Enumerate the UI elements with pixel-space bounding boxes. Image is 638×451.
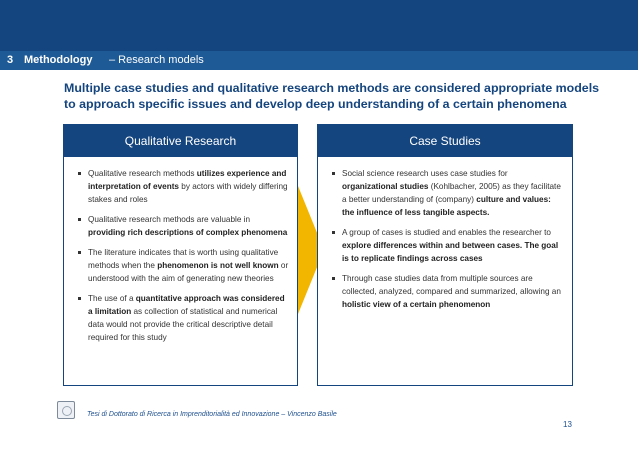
bullet-item bbox=[78, 246, 289, 285]
section-name: Methodology bbox=[24, 54, 93, 66]
bullet-bold-text: organizational studies bbox=[342, 182, 429, 191]
bullet-bold-text: explore differences within and between cases. The goal is to replicate findings across cases bbox=[342, 241, 559, 263]
university-seal-icon bbox=[57, 401, 75, 419]
bullet-text: as collection of statistical and numerical data would not provide the critical descriptive detail required for this study bbox=[88, 307, 278, 342]
bullet-text: by actors with widely differing stakes and roles bbox=[88, 182, 288, 204]
bullet-bold-text: providing rich descriptions of complex phenomena bbox=[88, 228, 288, 237]
header-band bbox=[0, 0, 638, 51]
bullet-bold-text: holistic view of a certain phenomenon bbox=[342, 300, 491, 309]
footer-text: Tesi di Dottorato di Ricerca in Imprenditorialità ed Innovazione – Vincenzo Basile bbox=[87, 411, 337, 418]
bullet-text: Qualitative research methods are valuable in bbox=[88, 215, 251, 224]
bullet-bold-text: phenomenon is not well known bbox=[157, 261, 279, 270]
bullet-item bbox=[78, 213, 289, 239]
bullet-text: Social science research uses case studies for bbox=[342, 169, 508, 178]
bullet-item bbox=[332, 226, 564, 265]
qualitative-research-title: Qualitative Research bbox=[64, 125, 297, 157]
bullet-item bbox=[78, 167, 289, 206]
bullet-item bbox=[332, 272, 564, 311]
slide-headline bbox=[64, 80, 604, 112]
seal-ring bbox=[62, 406, 72, 416]
bullet-text: Qualitative research methods bbox=[88, 169, 197, 178]
case-studies-panel bbox=[317, 124, 573, 386]
headline-line-1: Multiple case studies and qualitative research methods are considered appropriate models bbox=[64, 81, 600, 95]
bullet-bold-text: culture and values: the influence of less tangible aspects. bbox=[342, 195, 551, 217]
section-bar bbox=[0, 51, 638, 70]
section-number: 3 bbox=[7, 54, 14, 66]
bullet-text: Through case studies data from multiple sources are collected, analyzed, compared and summarized, allowing an bbox=[342, 274, 561, 296]
bullet-item bbox=[332, 167, 564, 219]
page-number: 13 bbox=[563, 420, 572, 429]
bullet-bold-text: utilizes experience and interpretation of events bbox=[88, 169, 287, 191]
qualitative-research-panel bbox=[63, 124, 298, 386]
section-subtitle: – Research models bbox=[109, 54, 204, 66]
bullet-item bbox=[78, 292, 289, 344]
qualitative-research-bullets bbox=[64, 157, 297, 344]
bullet-text: or understood with the aim of generating new theories bbox=[88, 261, 289, 283]
bullet-text: A group of cases is studied and enables the researcher to bbox=[342, 228, 551, 237]
bullet-bold-text: quantitative approach was considered a limitation bbox=[88, 294, 285, 316]
headline-line-2: to approach specific issues and develop deep understanding of a certain phenomena bbox=[64, 97, 567, 111]
bullet-text: (Kohlbacher, 2005) as they facilitate a better understanding of (company) bbox=[342, 182, 561, 204]
bullet-text: The literature indicates that is worth using qualitative methods when the bbox=[88, 248, 279, 270]
case-studies-title: Case Studies bbox=[318, 125, 572, 157]
case-studies-bullets bbox=[318, 157, 572, 311]
bullet-text: The use of a bbox=[88, 294, 136, 303]
